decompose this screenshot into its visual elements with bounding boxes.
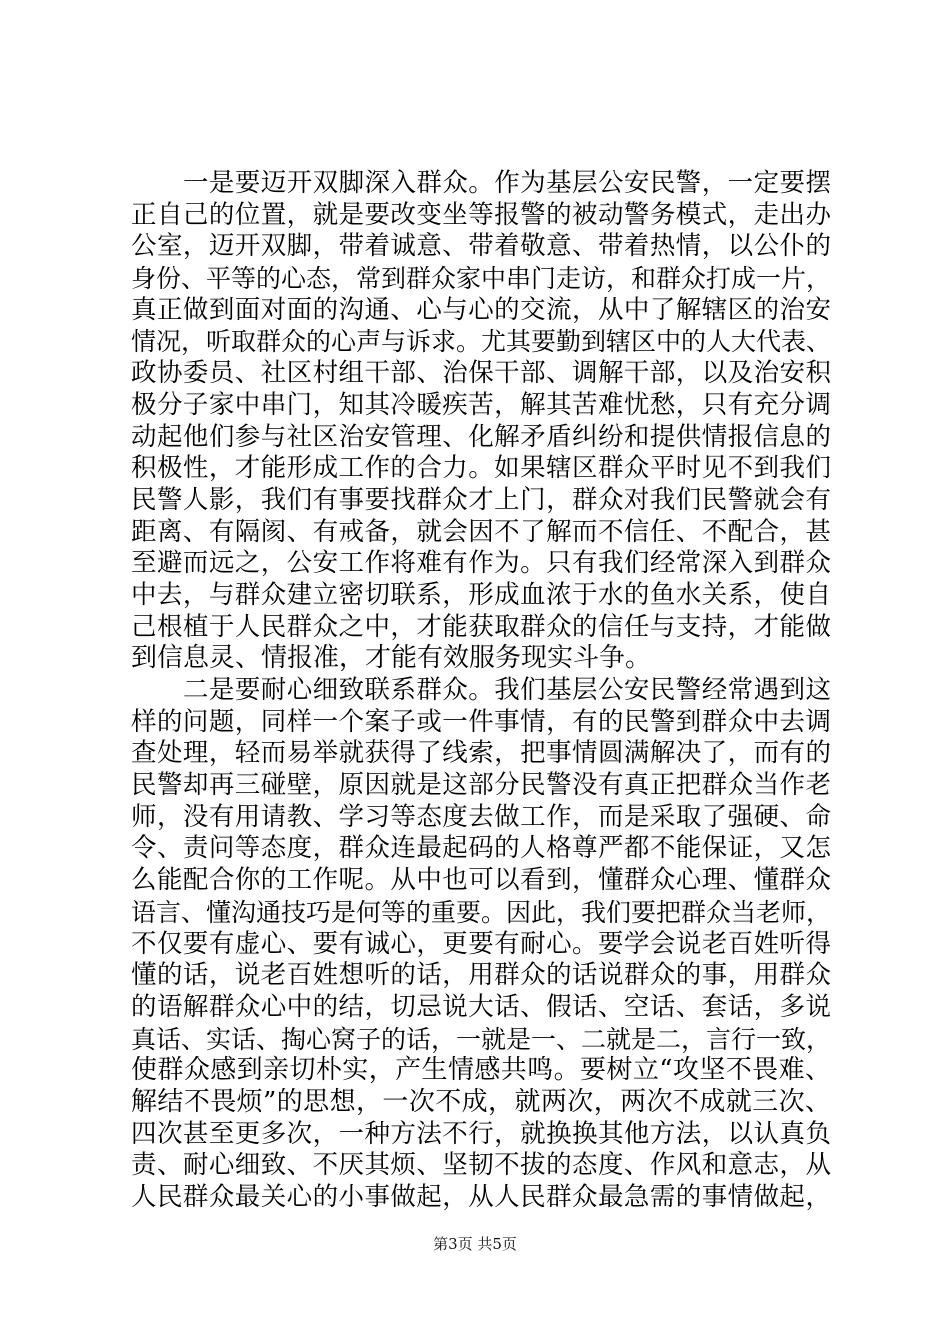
paragraph-1-line-7: 政协委员、社区村组干部、治保干部、调解干部，以及治安积: [131, 358, 831, 389]
paragraph-2-line-2: 样的问题，同样一个案子或一件事情，有的民警到群众中去调: [131, 706, 831, 737]
paragraph-1-line-16: 到信息灵、情报准，才能有效服务现实斗争。: [131, 643, 652, 674]
paragraph-2-line-14: 解结不畏烦”的思想，一次不成，就两次，两次不成就三次、: [131, 1086, 831, 1117]
paragraph-2-line-11: 的语解群众心中的结，切忌说大话、假话、空话、套话，多说: [131, 991, 831, 1022]
paragraph-1-line-4: 身份、平等的心态，常到群众家中串门走访，和群众打成一片，: [131, 264, 832, 294]
paragraph-1-line-5: 真正做到面对面的沟通、心与心的交流，从中了解辖区的治安: [131, 294, 831, 325]
paragraph-1-line-6: 情况，听取群众的心声与诉求。尤其要勤到辖区中的人大代表、: [131, 327, 832, 357]
paragraph-2-line-12: 真话、实话、掏心窝子的话，一就是一、二就是二，言行一致，: [131, 1024, 832, 1054]
paragraph-2-line-9: 不仅要有虚心、要有诚心，更要有耐心。要学会说老百姓听得: [131, 928, 831, 959]
paragraph-1-line-2: 正自己的位置，就是要改变坐等报警的被动警务模式，走出办: [131, 199, 831, 230]
paragraph-1-line-3: 公室，迈开双脚，带着诚意、带着敬意、带着热情，以公仆的: [131, 231, 831, 262]
page-number-label: 第3页 共5页: [433, 1235, 517, 1253]
paragraph-2-line-7: 么能配合你的工作呢。从中也可以看到，懂群众心理、懂群众: [131, 865, 831, 896]
paragraph-2-line-13: 使群众感到亲切朴实，产生情感共鸣。要树立“攻坚不畏难、: [131, 1055, 831, 1086]
paragraph-1-line-15: 己根植于人民群众之中，才能获取群众的信任与支持，才能做: [131, 611, 831, 642]
paragraph-2-line-4: 民警却再三碰壁，原因就是这部分民警没有真正把群众当作老: [131, 770, 831, 801]
paragraph-1-line-9: 动起他们参与社区治安管理、化解矛盾纠纷和提供情报信息的: [131, 421, 831, 452]
paragraph-2-line-8: 语言、懂沟通技巧是何等的重要。因此，我们要把群众当老师，: [131, 897, 832, 927]
paragraph-1-line-1: 一是要迈开双脚深入群众。作为基层公安民警，一定要摆: [183, 168, 831, 198]
paragraph-2-line-1: 二是要耐心细致联系群众。我们基层公安民警经常遇到这: [183, 675, 831, 705]
paragraph-2-line-10: 懂的话，说老百姓想听的话，用群众的话说群众的事，用群众: [131, 960, 831, 991]
paragraph-2-line-15: 四次甚至更多次，一种方法不行，就换换其他方法，以认真负: [131, 1118, 831, 1149]
paragraph-2-line-6: 令、责问等态度，群众连最起码的人格尊严都不能保证，又怎: [131, 833, 831, 864]
paragraph-1-line-13: 至避而远之，公安工作将难有作为。只有我们经常深入到群众: [131, 548, 831, 579]
paragraph-2-line-3: 查处理，轻而易举就获得了线索，把事情圆满解决了，而有的: [131, 738, 831, 769]
paragraph-1-line-11: 民警人影，我们有事要找群众才上门，群众对我们民警就会有: [131, 484, 831, 515]
paragraph-2-line-5: 师，没有用请教、学习等态度去做工作，而是采取了强硬、命: [131, 801, 831, 832]
body-text: [131, 168, 831, 1214]
paragraph-1-line-12: 距离、有隔阂、有戒备，就会因不了解而不信任、不配合，甚: [131, 516, 831, 547]
paragraph-2-line-16: 责、耐心细致、不厌其烦、坚韧不拔的态度、作风和意志，从: [131, 1150, 831, 1181]
page-footer: [0, 1234, 950, 1254]
paragraph-1-line-14: 中去，与群众建立密切联系，形成血浓于水的鱼水关系，使自: [131, 579, 831, 610]
paragraph-1-line-10: 积极性，才能形成工作的合力。如果辖区群众平时见不到我们: [131, 453, 831, 484]
paragraph-2-line-17: 人民群众最关心的小事做起，从人民群众最急需的事情做起，: [131, 1182, 831, 1212]
paragraph-1-line-8: 极分子家中串门，知其冷暖疾苦，解其苦难忧愁，只有充分调: [131, 389, 831, 420]
